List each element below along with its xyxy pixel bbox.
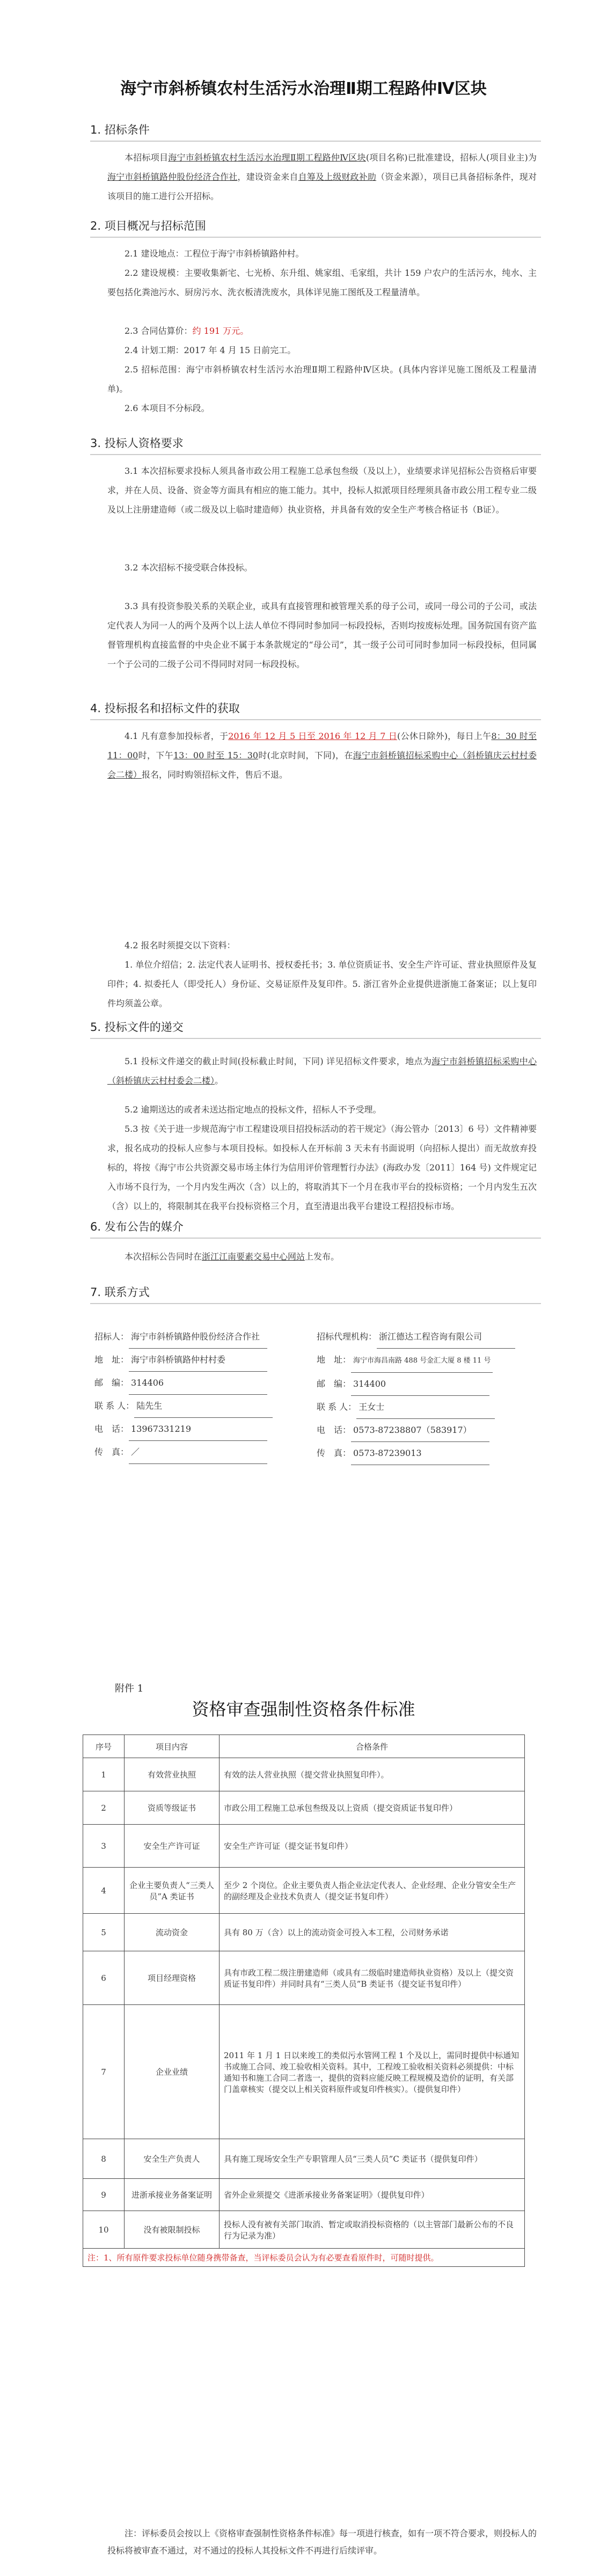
bid-conditions-text <box>107 148 537 206</box>
contact-row <box>94 1372 273 1395</box>
section-heading-media: 6. 发布公告的媒介 <box>90 1220 184 1233</box>
qualification-table <box>83 1735 525 2267</box>
review-note: 注：评标委员会按以上《资格审查强制性资格条件标准》每一项进行核查，如有一项不符合要求，则投标人的投标将被审查不通过，对不通过的投标人其投标文件不再进行后续评审。 <box>107 2528 537 2556</box>
fund-source: 自筹及上级财政补助 <box>298 172 377 182</box>
media-text <box>107 1247 537 1267</box>
text: 报名，同时购领招标文件，售后不退。 <box>142 770 288 780</box>
submission-place: 海宁市斜桥镇招标采购中心（斜桥镇庆云村村委会二楼） <box>107 1056 537 1086</box>
text: (公休日除外)，每日上午 <box>397 731 492 741</box>
text: 时，下午 <box>138 750 173 760</box>
agency-phone: 0573-87238807（583917） <box>351 1419 489 1442</box>
section-heading-project-overview: 2. 项目概况与招标范围 <box>90 219 206 232</box>
label: 联 系 人： <box>94 1401 135 1411</box>
tenderer-address: 海宁市斜桥镇路仲村村委 <box>129 1349 267 1372</box>
section-heading-bid-conditions: 1. 招标条件 <box>90 123 150 136</box>
row-no: 9 <box>83 2179 125 2211</box>
row-item: 企业主要负责人“三类人员”A 类证书 <box>125 1868 220 1914</box>
table-row <box>83 1868 525 1914</box>
table-row <box>83 1791 525 1825</box>
contact-row <box>94 1395 273 1418</box>
text: 时(北京时间，下同)，在 <box>258 750 353 760</box>
text: 本次招标公告同时在 <box>125 1252 202 1262</box>
row-no: 4 <box>83 1868 125 1914</box>
tenderer-phone: 13967331219 <box>129 1418 267 1441</box>
label: 电 话： <box>94 1424 129 1434</box>
registration-place: 海宁市斜桥镇招标采购中心（斜桥镇庆云村村委会二楼） <box>107 750 537 780</box>
tenderer-contact <box>94 1326 273 1464</box>
submission-5-3: 5.3 按《关于进一步规范海宁市工程建设项目招投标活动的若干规定》（海公管办〔2013〕6 号）文件精神要求，报名成功的投标人应参与本项目投标。如投标人在开标前 3 天未有书面说明（向招标人提出）而无故放弃投标的，将按《海宁市公共资源交易市场主体行为信用评价管理暂行办法》(海政办发〔2011〕164 号) 文件规定记入市场不良行为，一个月内发生两次（含）以上的，将取消其下一个月在我市平台的投标资格；一个月内发生五次（含）以上的，将限制其在我平台投标资格三个月，直至清退出我平台建设工程招投标市场。 <box>107 1124 537 1211</box>
table-footer-row <box>83 2249 525 2267</box>
divider <box>90 454 541 455</box>
section-heading-qualification: 3. 投标人资格要求 <box>90 437 184 450</box>
table-row <box>83 2211 525 2249</box>
section-heading-submission: 5. 投标文件的递交 <box>90 1021 184 1034</box>
contact-row <box>94 1441 273 1464</box>
qualification-3-1: 3.1 本次招标要求投标人须具备市政公用工程施工总承包叁级（及以上），业绩要求详见招标公告资格后审要求，并在人员、设备、资金等方面具有相应的施工能力。其中，投标人拟派项目经理须具备市政公用工程专业二级及以上注册建造师（或二级及以上临时建造师）执业资格，并具备有效的安全生产考核合格证书（B证）。 <box>107 466 537 515</box>
divider <box>90 1303 541 1304</box>
text: ，建设资金来自 <box>237 172 298 182</box>
label: 传 真： <box>317 1448 352 1458</box>
tenderer-fax: ／ <box>129 1441 267 1464</box>
text: 。 <box>215 1075 224 1086</box>
table-footnote: 注：1、所有原件要求投标单位随身携带备查，当评标委员会认为有必要查看原件时，可随时提供。 <box>83 2249 525 2267</box>
planned-duration: 2.4 计划工期：2017 年 4 月 15 日前完工。 <box>125 345 296 355</box>
agency-contact <box>317 1326 515 1465</box>
afternoon-hours: 13：00 时至 15：30 <box>173 750 259 760</box>
annex-label: 附件 1 <box>115 1683 144 1694</box>
row-no: 5 <box>83 1914 125 1951</box>
contact-row <box>317 1419 515 1442</box>
row-condition: 具有施工现场安全生产专职管理人员“三类人员”C 类证书（提供复印件） <box>220 2139 525 2179</box>
contact-row <box>317 1396 515 1419</box>
project-owner: 海宁市斜桥镇路仲股份经济合作社 <box>107 172 238 182</box>
table-row <box>83 1914 525 1951</box>
agency-contact-person: 王女士 <box>356 1396 495 1419</box>
row-condition: 至少 2 个岗位。企业主要负责人指企业法定代表人、企业经理、企业分管安全生产的副经理及企业技术负责人（提交证书复印件） <box>220 1868 525 1914</box>
registration-dates: 2016 年 12 月 5 日至 2016 年 12 月 7 日 <box>228 731 397 741</box>
tenderer-contact-person: 陆先生 <box>134 1395 273 1418</box>
row-item: 有效营业执照 <box>125 1758 220 1791</box>
submission-5-2: 5.2 逾期送达的或者未送达指定地点的投标文件，招标人不予受理。 <box>125 1104 382 1115</box>
row-item: 流动资金 <box>125 1914 220 1951</box>
row-condition: 安全生产许可证（提交证书复印件） <box>220 1825 525 1868</box>
table-row <box>83 1951 525 2005</box>
column-header-condition: 合格条件 <box>220 1735 525 1758</box>
divider <box>90 141 541 142</box>
divider <box>90 1038 541 1039</box>
row-no: 10 <box>83 2211 125 2249</box>
row-item: 没有被限制投标 <box>125 2211 220 2249</box>
label: 联 系 人： <box>317 1402 357 1412</box>
page-title: 海宁市斜桥镇农村生活污水治理Ⅱ期工程路仲Ⅳ区块 <box>120 79 487 98</box>
text: 上发布。 <box>305 1252 340 1262</box>
table-row <box>83 1758 525 1791</box>
construction-location: 2.1 建设地点：工程位于海宁市斜桥镇路仲村。 <box>125 248 304 259</box>
bid-scope: 2.5 招标范围：海宁市斜桥镇农村生活污水治理Ⅱ期工程路仲Ⅳ区块。(具体内容详见施工图纸及工程量清单)。 <box>107 364 537 394</box>
label: 电 话： <box>317 1425 352 1435</box>
agency-postcode: 314400 <box>351 1373 489 1396</box>
row-condition: 2011 年 1 月 1 日以来竣工的类似污水管网工程 1 个及以上，需同时提供中标通知书或施工合同、竣工验收相关资料。其中，工程竣工验收相关资料必须提供：中标通知书和施工合同二者选一，提供的资料应能反映工程规模及造价的证明，有关部门盖章核实（提交以上相关资料原件或复印件核实）。（提供复印件） <box>220 2005 525 2139</box>
section-heading-registration: 4. 投标报名和招标文件的获取 <box>90 702 240 715</box>
row-no: 6 <box>83 1951 125 2005</box>
row-condition: 投标人没有被有关部门取消、暂定或取消投标资格的（以主管部门最新公布的不良行为记录为准） <box>220 2211 525 2249</box>
row-item: 资质等级证书 <box>125 1791 220 1825</box>
row-item: 安全生产许可证 <box>125 1825 220 1868</box>
row-item: 项目经理资格 <box>125 1951 220 2005</box>
text: 本招标项目 <box>125 152 169 163</box>
qualification-3-3: 3.3 具有投资参股关系的关联企业，或具有直接管理和被管理关系的母子公司，或同一母公司的子公司，或法定代表人为同一人的两个及两个以上法人单位不得同时参加同一标段投标，否则均按废标处理。国务院国有资产监督管理机构直接监督的中央企业不属于本条款规定的“母公司”，其一级子公司可同时参加同一标段投标，但同属一个子公司的二级子公司不得同时对同一标段投标。 <box>107 601 537 669</box>
section-heading-contact: 7. 联系方式 <box>90 1286 150 1299</box>
contact-row <box>317 1373 515 1396</box>
table-header-row <box>83 1735 525 1758</box>
row-no: 3 <box>83 1825 125 1868</box>
row-item: 安全生产负责人 <box>125 2139 220 2179</box>
table-row <box>83 1825 525 1868</box>
label: 招标人： <box>94 1331 129 1342</box>
project-name: 海宁市斜桥镇农村生活污水治理Ⅱ期工程路仲Ⅳ区块 <box>168 152 366 163</box>
row-condition: 具有市政工程二级注册建造师（或具有二级临时建造师执业资格）及以上（提交资质证书复印件）并同时具有“三类人员”B 类证书（提交证书复印件） <box>220 1951 525 2005</box>
contact-row <box>317 1326 515 1349</box>
column-header-no: 序号 <box>83 1735 125 1758</box>
table-row <box>83 2139 525 2179</box>
text: 5.1 投标文件递交的截止时间(投标截止时间，下同) 详见招标文件要求，地点为 <box>125 1056 432 1066</box>
text: (项目名称)已批准建设，招标人(项目业主)为 <box>365 152 537 163</box>
label: 邮 编： <box>94 1378 129 1388</box>
column-header-item: 项目内容 <box>125 1735 220 1758</box>
label: 地 址： <box>94 1355 129 1365</box>
agency-name: 浙江德达工程咨询有限公司 <box>377 1326 515 1349</box>
contract-estimate <box>107 321 537 341</box>
qualification-3-2: 3.2 本次招标不接受联合体投标。 <box>125 562 253 573</box>
media-site: 浙江江南要素交易中心网站 <box>202 1252 305 1262</box>
registration-4-2: 4.2 报名时须提交以下资料： <box>125 940 236 950</box>
contact-row <box>94 1418 273 1441</box>
submission-5-1 <box>107 1052 537 1091</box>
row-no: 8 <box>83 2139 125 2179</box>
tenderer-name: 海宁市斜桥镇路仲股份经济合作社 <box>129 1326 267 1349</box>
text: 2.3 合同估算价： <box>125 326 193 336</box>
row-no: 7 <box>83 2005 125 2139</box>
row-condition: 具有 80 万（含）以上的流动资金可投入本工程，公司财务承诺 <box>220 1914 525 1951</box>
label: 传 真： <box>94 1447 129 1457</box>
construction-scale: 2.2 建设规模：主要收集新宅、七光桥、东升组、姚家组、毛家组，共计 159 户农户的生活污水，纯水、主要包括化粪池污水、厨房污水、洗衣板清洗废水，具体详见施工图纸及工程量清单。 <box>107 268 537 297</box>
registration-4-1 <box>107 727 537 785</box>
text: （资金来源），项目已具备招标条件，现对该项目的施工进行公开招标。 <box>107 172 537 201</box>
row-condition: 有效的法人营业执照（提交营业执照复印件）。 <box>220 1758 525 1791</box>
tenderer-postcode: 314406 <box>129 1372 267 1395</box>
divider <box>90 719 541 720</box>
morning-hours: 8：30 时至 11：00 <box>107 731 537 760</box>
contact-row <box>317 1349 515 1373</box>
divider <box>90 1238 541 1239</box>
agency-fax: 0573-87239013 <box>351 1442 489 1465</box>
agency-address: 海宁市海昌南路 488 号金汇大厦 8 楼 11 号 <box>351 1350 493 1373</box>
row-condition: 市政公用工程施工总承包叁级及以上资质（提交资质证书复印件） <box>220 1791 525 1825</box>
row-no: 1 <box>83 1758 125 1791</box>
table-row <box>83 2005 525 2139</box>
contact-row <box>317 1442 515 1465</box>
row-no: 2 <box>83 1791 125 1825</box>
divider <box>90 237 541 238</box>
contact-row <box>94 1349 273 1372</box>
row-item: 企业业绩 <box>125 2005 220 2139</box>
label: 地 址： <box>317 1355 352 1365</box>
estimate-value: 约 191 万元。 <box>192 326 249 336</box>
text: 4.1 凡有意参加投标者，于 <box>125 731 229 741</box>
row-condition: 省外企业须提交《进浙承接业务备案证明》（提供复印件） <box>220 2179 525 2211</box>
registration-materials: 1. 单位介绍信；2. 法定代表人证明书、授权委托书；3. 单位资质证书、安全生产许可证、营业执照原件及复印件；4. 拟委托人（即受托人）身份证、交易证原件及复印件。5. 浙江省外企业提供进浙施工备案证；以上复印件均须盖公章。 <box>107 960 537 1008</box>
no-lots-note: 2.6 本项目不分标段。 <box>125 403 210 413</box>
label: 招标代理机构： <box>317 1331 377 1342</box>
table-row <box>83 2179 525 2211</box>
label: 邮 编： <box>317 1379 352 1389</box>
row-item: 进浙承接业务备案证明 <box>125 2179 220 2211</box>
annex-title: 资格审查强制性资格条件标准 <box>192 1699 415 1719</box>
contact-row <box>94 1326 273 1349</box>
